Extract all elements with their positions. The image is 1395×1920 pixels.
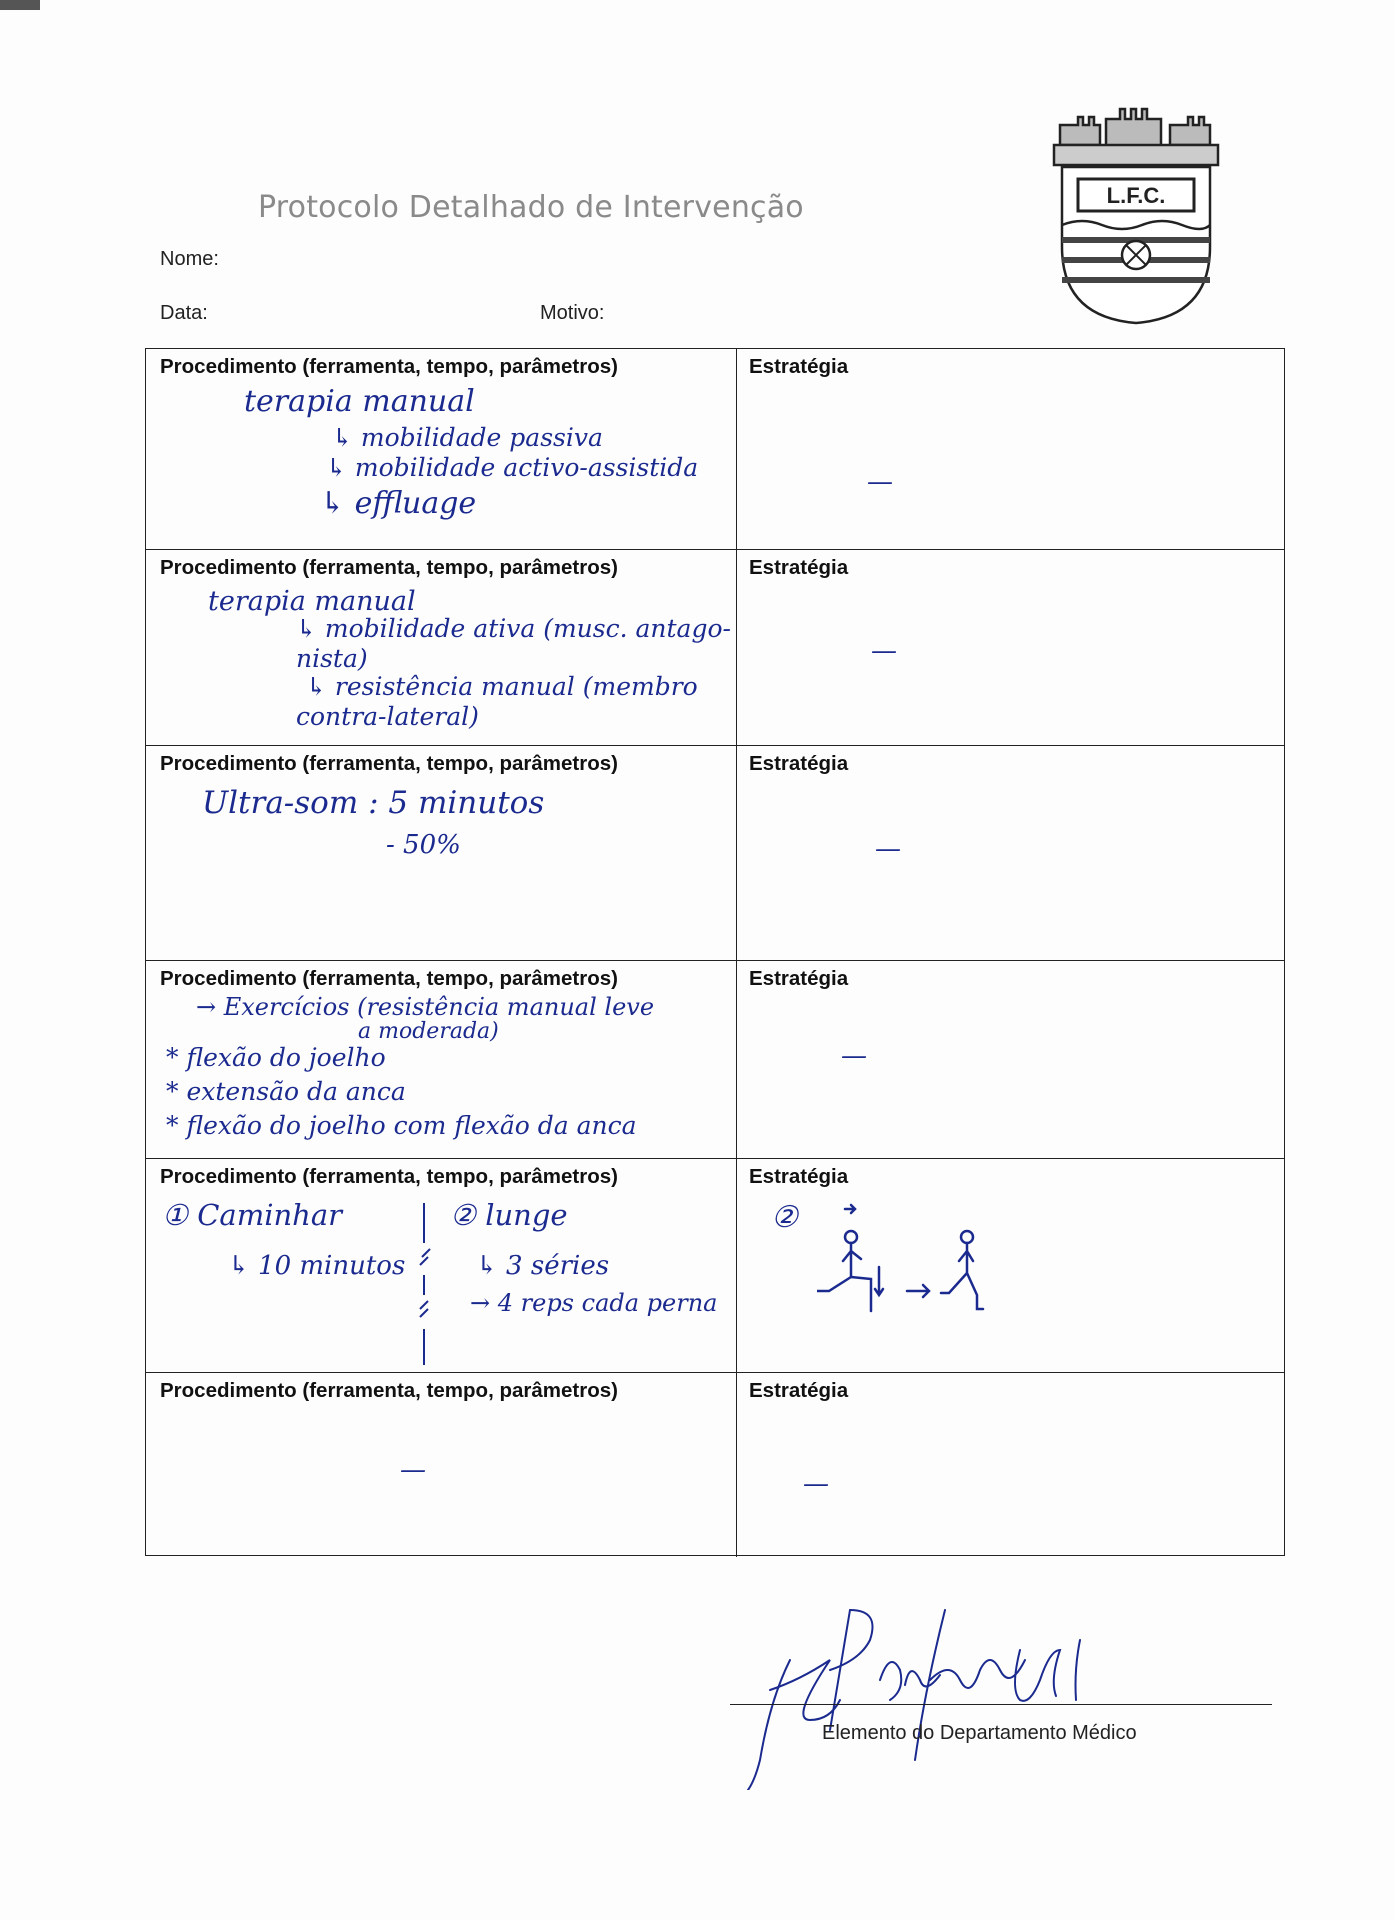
handwritten-dash: —: [867, 467, 893, 497]
handwritten-note: ↳ mobilidade ativa (musc. antago-: [296, 614, 731, 643]
strategy-cell: [737, 1159, 1284, 1372]
strategy-header: Estratégia: [749, 967, 849, 990]
procedure-header: Procedimento (ferramenta, tempo, parâmetros): [160, 1379, 618, 1402]
handwritten-note: ↳ 3 séries: [476, 1251, 610, 1281]
crest-text: L.F.C.: [1106, 183, 1166, 208]
handwritten-note: ↳ mobilidade passiva: [332, 423, 603, 452]
handwritten-dash: —: [875, 834, 901, 864]
procedure-cell: [146, 550, 737, 745]
handwritten-dash: —: [400, 1455, 426, 1485]
procedure-cell: [146, 349, 737, 549]
handwritten-note: - 50%: [386, 830, 461, 860]
handwritten-note: ① Caminhar: [162, 1198, 342, 1232]
handwritten-note: * flexão do joelho: [166, 1043, 386, 1072]
handwritten-note: ↳ 10 minutos: [228, 1251, 406, 1281]
signature-line: [730, 1704, 1272, 1705]
procedure-header: Procedimento (ferramenta, tempo, parâmetros): [160, 1165, 618, 1188]
handwritten-note: terapia manual: [208, 586, 416, 617]
handwritten-note: ↳ effluage: [320, 486, 477, 521]
procedure-cell: [146, 961, 737, 1158]
strategy-cell: [737, 550, 1284, 745]
procedure-cell: [146, 746, 737, 960]
club-crest-logo: [1048, 95, 1224, 327]
page-title: Protocolo Detalhado de Intervenção: [258, 190, 804, 225]
lunge-sketch-drawing: [817, 1199, 1017, 1349]
strategy-header: Estratégia: [749, 355, 849, 378]
handwritten-note: a moderada): [358, 1019, 499, 1044]
table-row: [146, 746, 1284, 961]
handwritten-note: nista): [296, 644, 368, 673]
procedure-header: Procedimento (ferramenta, tempo, parâmetros): [160, 355, 618, 378]
handwritten-dash: —: [871, 636, 897, 666]
handwritten-note: terapia manual: [244, 384, 475, 419]
handwritten-note: contra-lateral): [296, 702, 479, 731]
name-label: Nome:: [160, 248, 219, 270]
procedure-header: Procedimento (ferramenta, tempo, parâmetros): [160, 556, 618, 579]
strategy-header: Estratégia: [749, 1379, 849, 1402]
handwritten-note: Ultra-som : 5 minutos: [202, 785, 545, 821]
handwritten-signature: [730, 1590, 1110, 1790]
table-row: [146, 961, 1284, 1159]
handwritten-note: → Exercícios (resistência manual leve: [196, 993, 655, 1021]
strategy-header: Estratégia: [749, 556, 849, 579]
procedure-cell: [146, 1373, 737, 1557]
scan-corner-mark: [0, 0, 40, 10]
procedure-cell: [146, 1159, 737, 1372]
table-row: [146, 550, 1284, 746]
intervention-table: [145, 348, 1285, 1556]
reason-label: Motivo:: [540, 302, 605, 324]
handwritten-note: ↳ mobilidade activo-assistida: [326, 453, 699, 482]
table-row: [146, 1159, 1284, 1373]
strategy-cell: [737, 349, 1284, 549]
handwritten-divider: [406, 1199, 446, 1369]
handwritten-note: ② lunge: [450, 1198, 568, 1232]
strategy-header: Estratégia: [749, 1165, 849, 1188]
handwritten-note: → 4 reps cada perna: [470, 1289, 718, 1317]
procedure-header: Procedimento (ferramenta, tempo, parâmetros): [160, 967, 618, 990]
handwritten-dash: —: [841, 1041, 867, 1071]
handwritten-note: * extensão da anca: [166, 1077, 406, 1106]
table-row: [146, 349, 1284, 550]
handwritten-note: * flexão do joelho com flexão da anca: [166, 1111, 637, 1140]
handwritten-note: ↳ resistência manual (membro: [306, 672, 698, 701]
date-label: Data:: [160, 302, 208, 324]
signature-caption: Elemento do Departamento Médico: [822, 1722, 1137, 1744]
strategy-cell: [737, 961, 1284, 1158]
handwritten-circled-number: ②: [771, 1200, 798, 1235]
strategy-header: Estratégia: [749, 752, 849, 775]
handwritten-dash: —: [803, 1469, 829, 1499]
procedure-header: Procedimento (ferramenta, tempo, parâmetros): [160, 752, 618, 775]
table-row: [146, 1373, 1284, 1557]
strategy-cell: [737, 1373, 1284, 1557]
strategy-cell: [737, 746, 1284, 960]
